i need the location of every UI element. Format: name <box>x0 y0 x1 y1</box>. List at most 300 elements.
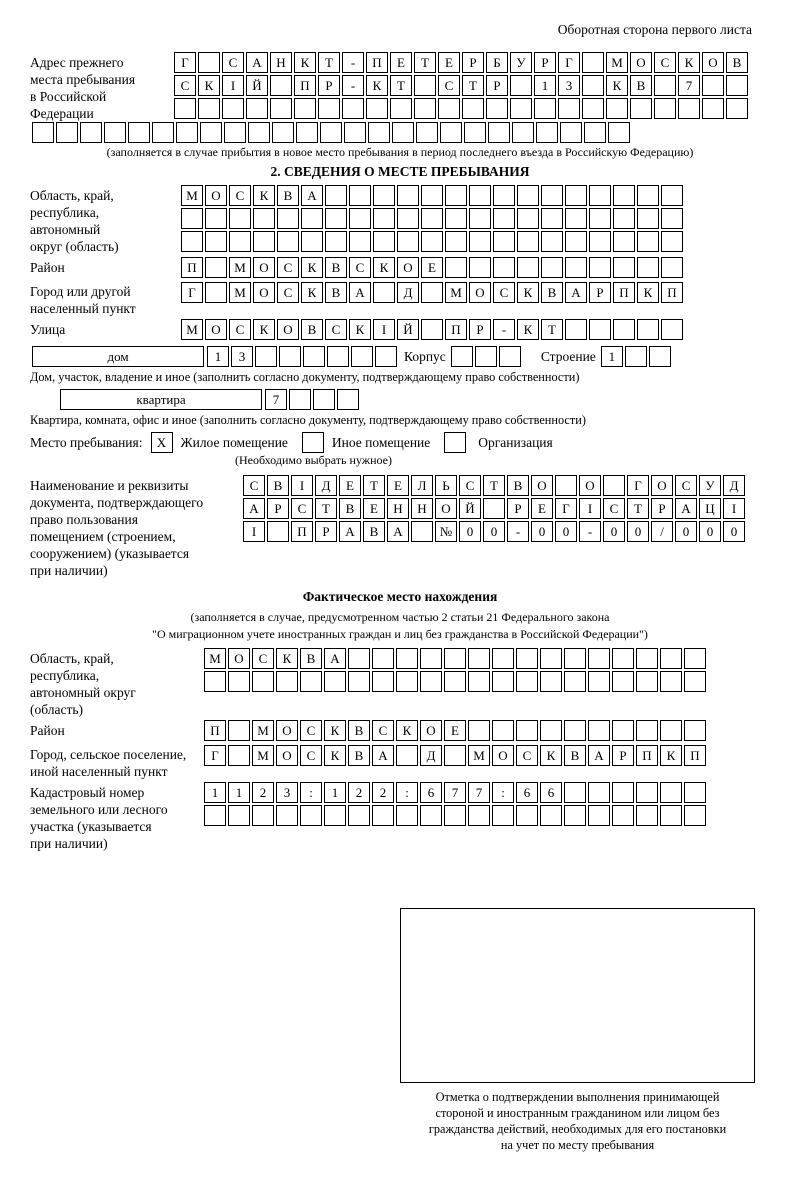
char-cell[interactable]: В <box>363 521 385 542</box>
char-cell[interactable]: - <box>579 521 601 542</box>
char-cell[interactable]: Т <box>462 75 484 96</box>
char-cell[interactable] <box>325 185 347 206</box>
char-cell[interactable]: С <box>243 475 265 496</box>
char-cell[interactable]: О <box>253 257 275 278</box>
char-cell[interactable] <box>349 231 371 252</box>
char-cell[interactable] <box>198 98 220 119</box>
char-cell[interactable]: О <box>630 52 652 73</box>
char-cell[interactable]: М <box>468 745 490 766</box>
char-cell[interactable] <box>327 346 349 367</box>
char-cell[interactable]: О <box>469 282 491 303</box>
char-cell[interactable] <box>660 782 682 803</box>
char-cell[interactable] <box>325 208 347 229</box>
char-cell[interactable]: Е <box>531 498 553 519</box>
char-cell[interactable]: К <box>540 745 562 766</box>
char-cell[interactable] <box>397 231 419 252</box>
char-cell[interactable]: У <box>699 475 721 496</box>
char-cell[interactable]: 2 <box>372 782 394 803</box>
char-cell[interactable]: Т <box>627 498 649 519</box>
char-cell[interactable] <box>534 98 556 119</box>
char-cell[interactable]: А <box>588 745 610 766</box>
char-cell[interactable] <box>565 208 587 229</box>
char-cell[interactable] <box>421 319 443 340</box>
char-cell[interactable]: Р <box>318 75 340 96</box>
char-cell[interactable] <box>589 257 611 278</box>
char-cell[interactable]: М <box>606 52 628 73</box>
stay-place-checkbox-other[interactable] <box>302 432 324 453</box>
char-cell[interactable]: Й <box>459 498 481 519</box>
char-cell[interactable]: К <box>324 745 346 766</box>
char-cell[interactable] <box>80 122 102 143</box>
char-cell[interactable]: В <box>300 648 322 669</box>
char-cell[interactable] <box>300 805 322 826</box>
char-cell[interactable] <box>204 671 226 692</box>
char-cell[interactable] <box>475 346 497 367</box>
cell-row[interactable] <box>204 782 708 803</box>
char-cell[interactable]: П <box>294 75 316 96</box>
char-cell[interactable]: Е <box>390 52 412 73</box>
char-cell[interactable] <box>468 720 490 741</box>
char-cell[interactable] <box>536 122 558 143</box>
char-cell[interactable]: В <box>325 257 347 278</box>
char-cell[interactable] <box>276 805 298 826</box>
char-cell[interactable]: І <box>579 498 601 519</box>
char-cell[interactable] <box>492 671 514 692</box>
char-cell[interactable]: І <box>373 319 395 340</box>
char-cell[interactable]: Р <box>612 745 634 766</box>
char-cell[interactable]: 3 <box>231 346 253 367</box>
char-cell[interactable] <box>181 208 203 229</box>
char-cell[interactable] <box>516 720 538 741</box>
char-cell[interactable]: П <box>613 282 635 303</box>
stay-place-checkbox-residential[interactable]: X <box>151 432 173 453</box>
char-cell[interactable] <box>564 671 586 692</box>
char-cell[interactable] <box>464 122 486 143</box>
char-cell[interactable] <box>375 346 397 367</box>
char-cell[interactable] <box>468 805 490 826</box>
char-cell[interactable] <box>603 475 625 496</box>
char-cell[interactable] <box>444 671 466 692</box>
char-cell[interactable]: : <box>300 782 322 803</box>
char-cell[interactable] <box>612 671 634 692</box>
char-cell[interactable]: С <box>277 257 299 278</box>
char-cell[interactable]: К <box>253 319 275 340</box>
char-cell[interactable] <box>396 671 418 692</box>
char-cell[interactable] <box>228 805 250 826</box>
char-cell[interactable]: А <box>565 282 587 303</box>
char-cell[interactable]: А <box>339 521 361 542</box>
char-cell[interactable]: : <box>492 782 514 803</box>
char-cell[interactable]: С <box>229 319 251 340</box>
char-cell[interactable] <box>174 98 196 119</box>
char-cell[interactable]: А <box>372 745 394 766</box>
char-cell[interactable]: Й <box>397 319 419 340</box>
char-cell[interactable] <box>540 671 562 692</box>
char-cell[interactable] <box>512 122 534 143</box>
char-cell[interactable] <box>493 185 515 206</box>
char-cell[interactable]: К <box>349 319 371 340</box>
char-cell[interactable] <box>469 208 491 229</box>
char-cell[interactable]: В <box>339 498 361 519</box>
cell-row[interactable] <box>204 648 708 669</box>
char-cell[interactable]: М <box>229 257 251 278</box>
char-cell[interactable]: А <box>387 521 409 542</box>
char-cell[interactable]: 1 <box>228 782 250 803</box>
char-cell[interactable] <box>492 805 514 826</box>
char-cell[interactable] <box>510 75 532 96</box>
char-cell[interactable]: Р <box>651 498 673 519</box>
char-cell[interactable]: О <box>531 475 553 496</box>
char-cell[interactable]: М <box>445 282 467 303</box>
char-cell[interactable]: В <box>564 745 586 766</box>
char-cell[interactable] <box>589 231 611 252</box>
char-cell[interactable] <box>373 185 395 206</box>
char-cell[interactable]: О <box>277 319 299 340</box>
char-cell[interactable]: О <box>205 185 227 206</box>
char-cell[interactable] <box>678 98 700 119</box>
char-cell[interactable] <box>558 98 580 119</box>
char-cell[interactable] <box>313 389 335 410</box>
char-cell[interactable] <box>588 671 610 692</box>
char-cell[interactable] <box>205 208 227 229</box>
char-cell[interactable]: Р <box>267 498 289 519</box>
char-cell[interactable] <box>637 185 659 206</box>
char-cell[interactable] <box>445 208 467 229</box>
char-cell[interactable]: В <box>277 185 299 206</box>
char-cell[interactable] <box>348 648 370 669</box>
char-cell[interactable]: 6 <box>420 782 442 803</box>
char-cell[interactable] <box>246 98 268 119</box>
char-cell[interactable] <box>636 805 658 826</box>
char-cell[interactable] <box>661 319 683 340</box>
char-cell[interactable]: Г <box>558 52 580 73</box>
char-cell[interactable] <box>684 720 706 741</box>
char-cell[interactable] <box>344 122 366 143</box>
char-cell[interactable] <box>296 122 318 143</box>
char-cell[interactable] <box>300 671 322 692</box>
char-cell[interactable]: 0 <box>699 521 721 542</box>
cell-row[interactable] <box>243 475 747 496</box>
char-cell[interactable] <box>541 257 563 278</box>
char-cell[interactable]: К <box>396 720 418 741</box>
char-cell[interactable] <box>222 98 244 119</box>
char-cell[interactable] <box>301 231 323 252</box>
char-cell[interactable] <box>684 671 706 692</box>
char-cell[interactable] <box>318 98 340 119</box>
stay-place-checkbox-organization[interactable] <box>444 432 466 453</box>
char-cell[interactable] <box>204 805 226 826</box>
char-cell[interactable]: С <box>372 720 394 741</box>
cell-row[interactable] <box>204 671 708 692</box>
char-cell[interactable] <box>228 720 250 741</box>
char-cell[interactable]: 0 <box>627 521 649 542</box>
cell-row[interactable] <box>174 75 750 96</box>
char-cell[interactable]: 0 <box>459 521 481 542</box>
char-cell[interactable] <box>606 98 628 119</box>
char-cell[interactable]: К <box>678 52 700 73</box>
char-cell[interactable] <box>564 805 586 826</box>
char-cell[interactable] <box>229 208 251 229</box>
char-cell[interactable] <box>661 257 683 278</box>
char-cell[interactable]: Г <box>627 475 649 496</box>
char-cell[interactable] <box>468 671 490 692</box>
char-cell[interactable]: 3 <box>276 782 298 803</box>
char-cell[interactable]: М <box>181 185 203 206</box>
char-cell[interactable]: Т <box>363 475 385 496</box>
char-cell[interactable]: Т <box>414 52 436 73</box>
char-cell[interactable] <box>517 208 539 229</box>
char-cell[interactable]: К <box>373 257 395 278</box>
char-cell[interactable] <box>468 648 490 669</box>
char-cell[interactable]: П <box>366 52 388 73</box>
cell-row[interactable] <box>243 498 747 519</box>
char-cell[interactable] <box>661 185 683 206</box>
cell-row[interactable] <box>174 52 750 73</box>
char-cell[interactable]: 7 <box>265 389 287 410</box>
char-cell[interactable]: Н <box>411 498 433 519</box>
char-cell[interactable] <box>294 98 316 119</box>
char-cell[interactable]: Р <box>462 52 484 73</box>
cell-row[interactable] <box>204 720 708 741</box>
char-cell[interactable] <box>564 782 586 803</box>
char-cell[interactable]: К <box>276 648 298 669</box>
char-cell[interactable]: Е <box>438 52 460 73</box>
char-cell[interactable]: Г <box>204 745 226 766</box>
char-cell[interactable] <box>421 185 443 206</box>
char-cell[interactable] <box>224 122 246 143</box>
cell-row[interactable] <box>181 257 685 278</box>
char-cell[interactable] <box>396 805 418 826</box>
char-cell[interactable]: 7 <box>468 782 490 803</box>
char-cell[interactable]: 2 <box>252 782 274 803</box>
char-cell[interactable]: О <box>205 319 227 340</box>
char-cell[interactable] <box>349 185 371 206</box>
char-cell[interactable] <box>588 782 610 803</box>
char-cell[interactable]: П <box>445 319 467 340</box>
cell-row[interactable] <box>204 805 708 826</box>
char-cell[interactable]: О <box>492 745 514 766</box>
char-cell[interactable]: Н <box>387 498 409 519</box>
char-cell[interactable] <box>469 257 491 278</box>
char-cell[interactable] <box>445 185 467 206</box>
char-cell[interactable] <box>636 671 658 692</box>
char-cell[interactable]: Л <box>411 475 433 496</box>
char-cell[interactable]: А <box>246 52 268 73</box>
char-cell[interactable]: О <box>228 648 250 669</box>
char-cell[interactable]: П <box>204 720 226 741</box>
char-cell[interactable]: К <box>294 52 316 73</box>
char-cell[interactable] <box>517 231 539 252</box>
char-cell[interactable]: А <box>349 282 371 303</box>
char-cell[interactable] <box>440 122 462 143</box>
char-cell[interactable] <box>612 782 634 803</box>
char-cell[interactable] <box>660 648 682 669</box>
char-cell[interactable]: Т <box>318 52 340 73</box>
char-cell[interactable] <box>438 98 460 119</box>
char-cell[interactable] <box>411 521 433 542</box>
char-cell[interactable] <box>348 671 370 692</box>
char-cell[interactable]: С <box>459 475 481 496</box>
char-cell[interactable] <box>392 122 414 143</box>
char-cell[interactable]: Р <box>315 521 337 542</box>
char-cell[interactable] <box>325 231 347 252</box>
char-cell[interactable]: С <box>252 648 274 669</box>
char-cell[interactable]: 3 <box>558 75 580 96</box>
char-cell[interactable] <box>582 75 604 96</box>
char-cell[interactable] <box>660 720 682 741</box>
char-cell[interactable] <box>486 98 508 119</box>
char-cell[interactable]: О <box>579 475 601 496</box>
char-cell[interactable]: Е <box>339 475 361 496</box>
char-cell[interactable] <box>270 98 292 119</box>
char-cell[interactable] <box>493 257 515 278</box>
char-cell[interactable] <box>589 319 611 340</box>
char-cell[interactable] <box>637 231 659 252</box>
char-cell[interactable] <box>324 671 346 692</box>
char-cell[interactable] <box>272 122 294 143</box>
stroenie-cells[interactable] <box>601 346 673 367</box>
char-cell[interactable]: І <box>291 475 313 496</box>
char-cell[interactable] <box>588 805 610 826</box>
char-cell[interactable] <box>565 257 587 278</box>
char-cell[interactable] <box>540 720 562 741</box>
char-cell[interactable] <box>198 52 220 73</box>
char-cell[interactable] <box>608 122 630 143</box>
char-cell[interactable] <box>613 257 635 278</box>
char-cell[interactable] <box>493 208 515 229</box>
char-cell[interactable] <box>541 231 563 252</box>
char-cell[interactable] <box>414 98 436 119</box>
char-cell[interactable]: П <box>291 521 313 542</box>
cell-row[interactable] <box>204 745 708 766</box>
char-cell[interactable]: 0 <box>603 521 625 542</box>
char-cell[interactable]: Д <box>420 745 442 766</box>
char-cell[interactable]: А <box>324 648 346 669</box>
char-cell[interactable] <box>32 122 54 143</box>
char-cell[interactable]: С <box>325 319 347 340</box>
char-cell[interactable] <box>630 98 652 119</box>
char-cell[interactable]: 0 <box>483 521 505 542</box>
char-cell[interactable]: А <box>301 185 323 206</box>
char-cell[interactable]: І <box>222 75 244 96</box>
char-cell[interactable]: - <box>493 319 515 340</box>
char-cell[interactable] <box>493 231 515 252</box>
char-cell[interactable]: В <box>507 475 529 496</box>
char-cell[interactable] <box>565 319 587 340</box>
char-cell[interactable] <box>469 185 491 206</box>
char-cell[interactable] <box>612 648 634 669</box>
char-cell[interactable] <box>289 389 311 410</box>
char-cell[interactable]: К <box>517 319 539 340</box>
char-cell[interactable]: С <box>349 257 371 278</box>
char-cell[interactable]: Д <box>397 282 419 303</box>
char-cell[interactable]: Д <box>315 475 337 496</box>
char-cell[interactable] <box>255 346 277 367</box>
char-cell[interactable]: : <box>396 782 418 803</box>
char-cell[interactable] <box>420 648 442 669</box>
char-cell[interactable]: М <box>252 745 274 766</box>
char-cell[interactable] <box>488 122 510 143</box>
char-cell[interactable] <box>516 648 538 669</box>
char-cell[interactable] <box>492 648 514 669</box>
char-cell[interactable] <box>396 648 418 669</box>
char-cell[interactable]: В <box>301 319 323 340</box>
char-cell[interactable] <box>445 231 467 252</box>
char-cell[interactable] <box>324 805 346 826</box>
char-cell[interactable]: Й <box>246 75 268 96</box>
korpus-cells[interactable] <box>451 346 523 367</box>
char-cell[interactable]: Т <box>315 498 337 519</box>
char-cell[interactable] <box>445 257 467 278</box>
char-cell[interactable] <box>277 208 299 229</box>
char-cell[interactable] <box>637 208 659 229</box>
char-cell[interactable] <box>499 346 521 367</box>
char-cell[interactable]: 6 <box>516 782 538 803</box>
char-cell[interactable]: Р <box>534 52 556 73</box>
char-cell[interactable]: М <box>252 720 274 741</box>
char-cell[interactable] <box>56 122 78 143</box>
char-cell[interactable]: Т <box>541 319 563 340</box>
char-cell[interactable]: О <box>435 498 457 519</box>
char-cell[interactable]: О <box>276 720 298 741</box>
char-cell[interactable]: Н <box>270 52 292 73</box>
cell-row[interactable] <box>181 282 685 303</box>
char-cell[interactable] <box>540 648 562 669</box>
char-cell[interactable] <box>366 98 388 119</box>
char-cell[interactable] <box>654 75 676 96</box>
char-cell[interactable]: М <box>229 282 251 303</box>
char-cell[interactable] <box>636 782 658 803</box>
char-cell[interactable] <box>517 257 539 278</box>
char-cell[interactable] <box>636 648 658 669</box>
char-cell[interactable] <box>270 75 292 96</box>
char-cell[interactable]: І <box>243 521 265 542</box>
char-cell[interactable] <box>726 98 748 119</box>
char-cell[interactable] <box>373 282 395 303</box>
char-cell[interactable] <box>636 720 658 741</box>
char-cell[interactable] <box>565 185 587 206</box>
char-cell[interactable]: 1 <box>324 782 346 803</box>
char-cell[interactable] <box>517 185 539 206</box>
char-cell[interactable] <box>372 671 394 692</box>
char-cell[interactable]: 0 <box>555 521 577 542</box>
char-cell[interactable] <box>684 648 706 669</box>
char-cell[interactable] <box>414 75 436 96</box>
char-cell[interactable]: 7 <box>678 75 700 96</box>
char-cell[interactable] <box>510 98 532 119</box>
char-cell[interactable] <box>483 498 505 519</box>
char-cell[interactable]: В <box>726 52 748 73</box>
char-cell[interactable] <box>582 98 604 119</box>
char-cell[interactable] <box>421 282 443 303</box>
char-cell[interactable] <box>421 231 443 252</box>
char-cell[interactable]: С <box>300 745 322 766</box>
char-cell[interactable]: В <box>348 745 370 766</box>
flat-cells[interactable] <box>265 389 361 410</box>
char-cell[interactable]: М <box>204 648 226 669</box>
char-cell[interactable]: С <box>654 52 676 73</box>
char-cell[interactable] <box>612 720 634 741</box>
char-cell[interactable] <box>588 720 610 741</box>
char-cell[interactable] <box>279 346 301 367</box>
char-cell[interactable]: П <box>684 745 706 766</box>
char-cell[interactable] <box>637 319 659 340</box>
char-cell[interactable] <box>276 671 298 692</box>
char-cell[interactable] <box>451 346 473 367</box>
char-cell[interactable]: № <box>435 521 457 542</box>
char-cell[interactable] <box>303 346 325 367</box>
char-cell[interactable]: В <box>325 282 347 303</box>
